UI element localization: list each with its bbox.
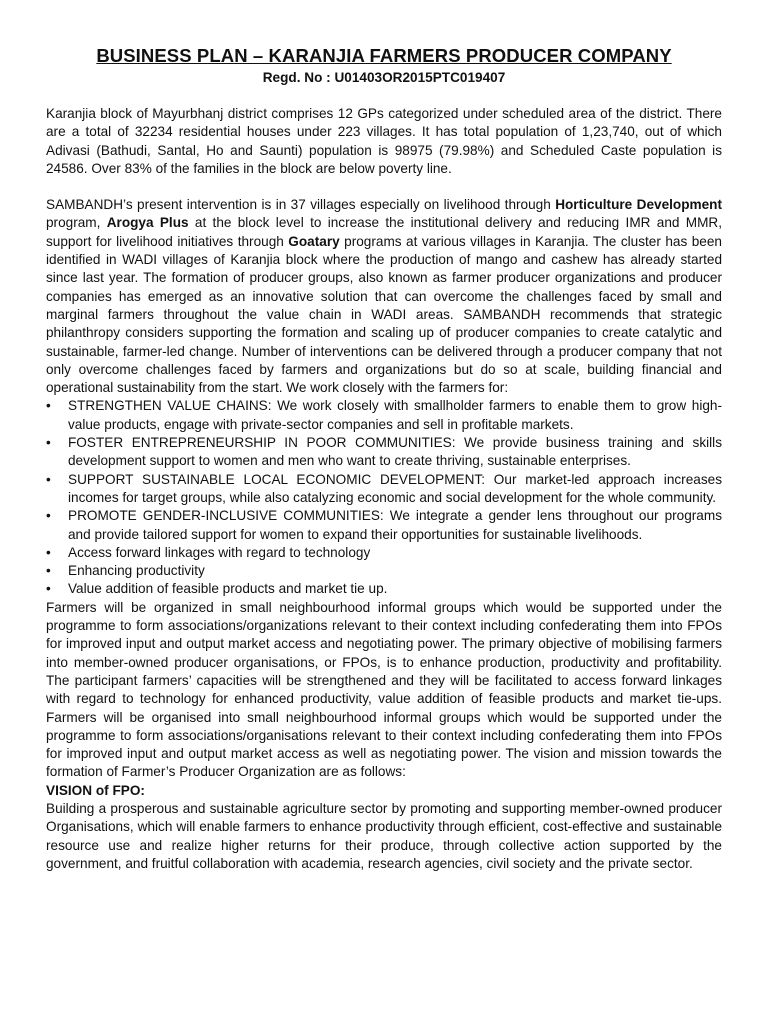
- vision-paragraph: Building a prosperous and sustainable agriculture sector by promoting and supporting member-owned producer Organisations, which will enable farmers to enhance productivity through efficient, cost-effective and sustainable resource use and realize higher returns for their produce, through collective action supported by the government, and fruitful collaboration with academia, research agencies, civil society and the private sector.: [46, 800, 722, 871]
- bullet-marker: •: [46, 435, 51, 451]
- bullet-marker: •: [46, 581, 51, 597]
- text-run: program,: [46, 215, 107, 231]
- list-item-text: PROMOTE GENDER-INCLUSIVE COMMUNITIES: We integrate a gender lens throughout our programs and provide tailored support for women to expand their opportunities for sustainable livelihoods.: [68, 508, 722, 542]
- intervention-paragraph: [46, 196, 722, 397]
- text-run: SAMBANDH’s present intervention is in 37 villages especially on livelihood through: [46, 197, 556, 213]
- list-item: [46, 544, 722, 562]
- list-item-text: Enhancing productivity: [68, 563, 205, 579]
- bold-term-horticulture: Horticulture Development: [555, 197, 722, 213]
- vision-heading: VISION of FPO:: [46, 782, 145, 798]
- text-run: programs at various villages in Karanjia. The cluster has been identified in WADI villages of Karanjia block where the production of mango and cashew has already started since last year. The formation of producer groups, also known as farmer producer organizations and producer companies has emerged as an innovative solution that can overcome the challenges faced by small and marginal farmers throughout the value chain in WADI areas. SAMBANDH recommends that strategic philanthropy considers supporting the formation and scaling up of producer companies to create catalytic and sustainable, farmer-led change. Number of interventions can be delivered through a producer company that not only overcome challenges faced by farmers and organizations but do so at scale, building financial and operational sustainability from the start. We work closely with the farmers for:: [46, 233, 722, 396]
- bullet-list: [46, 397, 722, 598]
- bold-term-goatary: Goatary: [288, 233, 340, 249]
- list-item-text: FOSTER ENTREPRENEURSHIP IN POOR COMMUNITIES: We provide business training and skills development support to women and men who want to create thriving, sustainable enterprises.: [68, 435, 722, 469]
- list-item-text: Value addition of feasible products and market tie up.: [68, 581, 388, 597]
- bullet-marker: •: [46, 508, 51, 524]
- intro-paragraph: Karanjia block of Mayurbhanj district comprises 12 GPs categorized under scheduled area of the district. There are a total of 32234 residential houses under 223 villages. It has total population of 1,23,740, out of which Adivasi (Bathudi, Santal, Ho and Saunti) population is 98975 (79.98%) and Scheduled Caste population is 24586. Over 83% of the families in the block are below poverty line.: [46, 106, 722, 176]
- list-item: [46, 397, 722, 434]
- list-item-text: Access forward linkages with regard to technology: [68, 544, 371, 560]
- bullet-marker: •: [46, 544, 51, 560]
- registration-number: Regd. No : U01403OR2015PTC019407: [262, 70, 506, 85]
- list-item: [46, 580, 722, 598]
- list-item: [46, 507, 722, 544]
- text-run: at the block level to increase the institutional delivery and reducing IMR and MMR, support for livelihood initiatives through: [46, 215, 723, 249]
- list-item: [46, 434, 722, 471]
- list-item-text: STRENGTHEN VALUE CHAINS: We work closely with smallholder farmers to enable them to grow high-value products, engage with private-sector companies and sell in profitable markets.: [68, 398, 722, 432]
- document-title: BUSINESS PLAN – KARANJIA FARMERS PRODUCER COMPANY: [96, 45, 672, 66]
- bullet-marker: •: [46, 563, 51, 579]
- bullet-marker: •: [46, 398, 51, 414]
- organization-paragraph: Farmers will be organized in small neighbourhood informal groups which would be supported under the programme to form associations/organizations relevant to their context including confederating them into FPOs for improved input and output market access and negotiating power. The primary objective of mobilising farmers into member-owned producer organisations, or FPOs, is to enhance production, productivity and profitability. The participant farmers’ capacities will be strengthened and they will be facilitated to access forward linkages with regard to technology for enhanced productivity, value addition of feasible products and market tie-ups. Farmers will be organised into small neighbourhood informal groups which would be supported under the programme to form associations/organisations relevant to their context including confederating them into FPOs for improved input and output market access as well as negotiating power. The vision and mission towards the formation of Farmer’s Producer Organization are as follows:: [46, 599, 722, 780]
- bold-term-arogya: Arogya Plus: [106, 215, 189, 231]
- bullet-marker: •: [46, 471, 51, 487]
- list-item: [46, 562, 722, 580]
- list-item: [46, 471, 722, 508]
- list-item-text: SUPPORT SUSTAINABLE LOCAL ECONOMIC DEVELOPMENT: Our market-led approach increases incomes for target groups, while also catalyzing economic and social development for the whole community.: [68, 471, 722, 505]
